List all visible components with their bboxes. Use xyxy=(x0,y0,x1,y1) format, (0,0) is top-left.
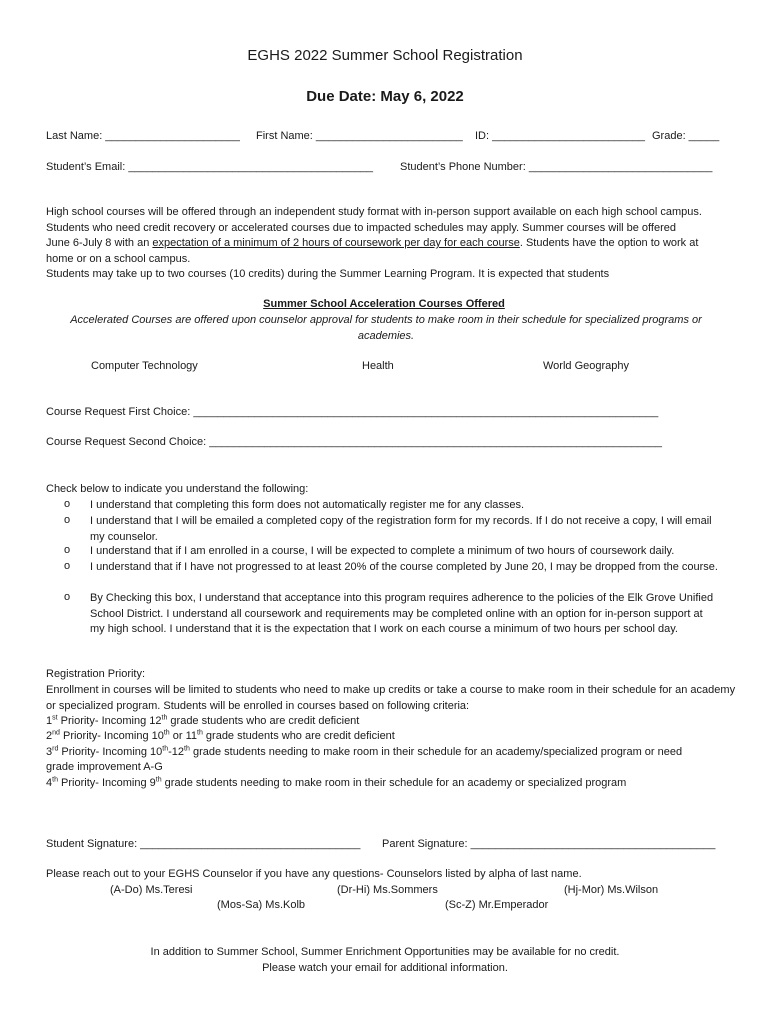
counselor: (Sc-Z) Mr.Emperador xyxy=(445,899,549,911)
priority-text: Enrollment in courses will be limited to students who need to make up credits or take a course to make room in their schedule for an academy or specialized program. Students will be enrolled in courses based on following criteria: xyxy=(46,684,736,712)
counselor: (Mos-Sa) Ms.Kolb xyxy=(217,899,306,911)
intro-line: home or on a school campus. xyxy=(46,252,191,265)
email-field[interactable]: Student’s Email: ________________________________________ xyxy=(46,161,374,173)
checkbox-bullet[interactable]: o xyxy=(64,498,71,510)
counselor-intro: Please reach out to your EGHS Counselor if you have any questions- Counselors listed by alpha of last name. xyxy=(46,868,582,880)
priority-3: 3rd Priority- Incoming 10th-12th grade students needing to make room in their schedule for an academy/specialized program or need xyxy=(46,745,683,758)
checkbox-bullet[interactable]: o xyxy=(64,560,71,572)
priority-4: 4th Priority- Incoming 9th grade students needing to make room in their schedule for an academy or specialized program xyxy=(46,776,627,789)
courses-heading: Summer School Acceleration Courses Offered xyxy=(263,298,505,310)
priority-3-cont: grade improvement A-G xyxy=(46,761,163,773)
first-name-field[interactable]: First Name: ________________________ xyxy=(256,130,463,142)
id-field[interactable]: ID: _________________________ xyxy=(475,130,646,142)
intro-line: Students may take up to two courses (10 credits) during the Summer Learning Program. It is expected that students xyxy=(46,268,610,280)
parent-signature-field[interactable]: Parent Signature: ________________________________________ xyxy=(382,838,716,850)
acknowledgement-item: By Checking this box, I understand that acceptance into this program requires adherence to the policies of the Elk Grove Unified School District. I understand all coursework and requirements may be completed online with an option for in-person support at my high school. I understand that it is the expectation that I work on each course a minimum of two hours per school day. xyxy=(90,592,714,635)
courses-note: Accelerated Courses are offered upon counselor approval for students to make room in their schedule for specialized programs or academies. xyxy=(70,314,702,342)
student-signature-field[interactable]: Student Signature: ____________________________________ xyxy=(46,838,361,850)
acknowledgement-item: I understand that if I am enrolled in a course, I will be expected to complete a minimum of two hours of coursework daily. xyxy=(90,545,675,557)
intro-line: Students who need credit recovery or accelerated courses due to impacted schedules may apply. Summer courses will be offered xyxy=(46,221,676,234)
page-title: EGHS 2022 Summer School Registration xyxy=(247,47,523,64)
first-choice-field[interactable]: Course Request First Choice: ____________________________________________________________________________ xyxy=(46,406,659,418)
course-option: Computer Technology xyxy=(91,360,198,372)
priority-2: 2nd Priority- Incoming 10th or 11th grade students who are credit deficient xyxy=(46,729,395,742)
acknowledgement-item: I understand that if I have not progressed to at least 20% of the course completed by June 20, I may be dropped from the course. xyxy=(90,561,718,573)
second-choice-field[interactable]: Course Request Second Choice: __________________________________________________________________________ xyxy=(46,436,662,448)
acknowledgement-item: I understand that I will be emailed a completed copy of the registration form for my records. If I do not receive a copy, I will email my counselor. xyxy=(90,515,712,543)
counselor: (A-Do) Ms.Teresi xyxy=(110,884,193,896)
checkbox-bullet[interactable]: o xyxy=(64,544,71,556)
acknowledgement-intro: Check below to indicate you understand the following: xyxy=(46,483,309,495)
footer-line: In addition to Summer School, Summer Enrichment Opportunities may be available for no credit. xyxy=(150,946,620,958)
coursework-expectation: expectation of a minimum of 2 hours of coursework per day for each course xyxy=(152,237,520,249)
acknowledgement-item: I understand that completing this form does not automatically register me for any classes. xyxy=(90,499,525,511)
counselor: (Dr-Hi) Ms.Sommers xyxy=(337,884,438,896)
priority-heading: Registration Priority: xyxy=(46,668,146,680)
last-name-field[interactable]: Last Name: ______________________ xyxy=(46,130,240,142)
course-option: World Geography xyxy=(543,360,630,372)
phone-field[interactable]: Student’s Phone Number: ______________________________ xyxy=(400,161,713,173)
priority-1: 1st Priority- Incoming 12th grade students who are credit deficient xyxy=(46,714,360,727)
checkbox-bullet[interactable]: o xyxy=(64,514,71,526)
due-date: Due Date: May 6, 2022 xyxy=(306,88,464,105)
checkbox-bullet[interactable]: o xyxy=(64,591,71,603)
intro-line: High school courses will be offered through an independent study format with in-person support available on each high school campus. xyxy=(46,206,702,218)
footer-line: Please watch your email for additional information. xyxy=(262,962,508,974)
counselor: (Hj-Mor) Ms.Wilson xyxy=(564,884,659,896)
grade-field[interactable]: Grade: _____ xyxy=(652,130,720,142)
intro-paragraph xyxy=(46,205,736,283)
course-option: Health xyxy=(362,360,394,372)
intro-line: June 6-July 8 with an expectation of a minimum of 2 hours of coursework per day for each course. Students have the option to work at xyxy=(46,237,699,249)
